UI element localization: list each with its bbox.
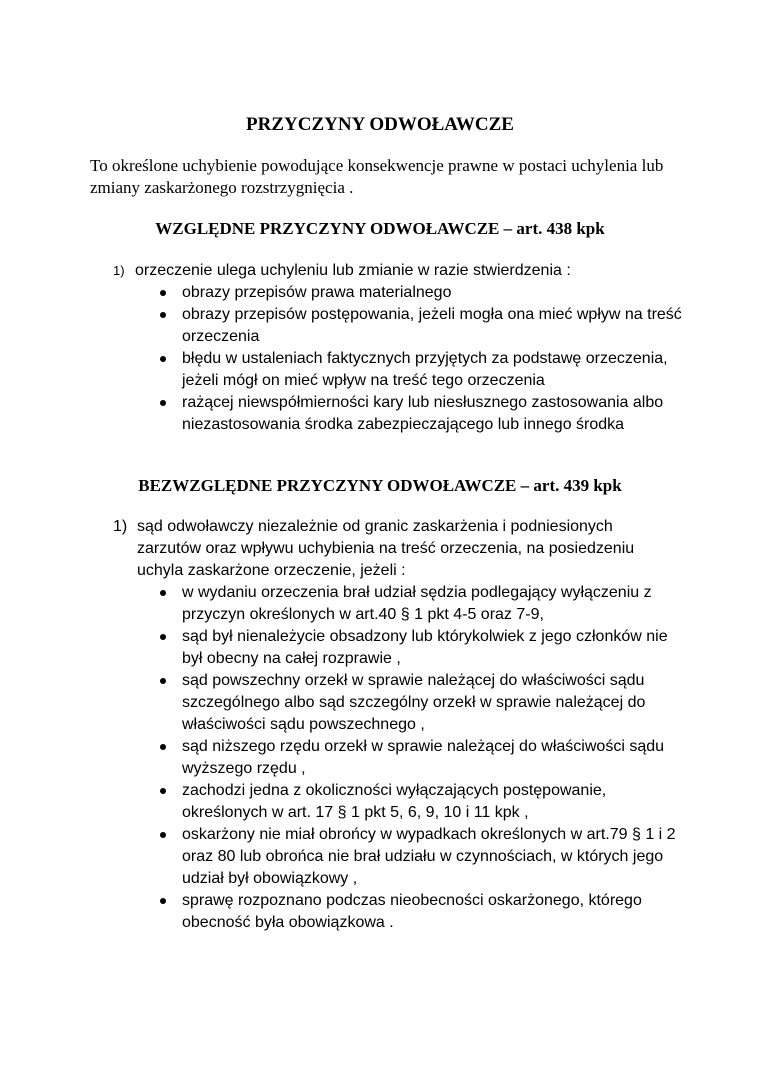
- bullet-icon: [160, 678, 166, 684]
- list-item-text: błędu w ustaleniach faktycznych przyjętych za podstawę orzeczenia, jeżeli mógł on mieć wpływ na treść tego orzeczenia: [182, 350, 668, 389]
- list-item-text: sąd był nienależycie obsadzony lub którykolwiek z jego członków nie był obecny na całej rozprawie ,: [182, 628, 668, 667]
- list-item: [160, 282, 690, 304]
- list-item: [160, 736, 690, 780]
- list-item-text: sąd powszechny orzekł w sprawie należącej do właściwości sądu szczególnego albo sąd szczególny orzekł w sprawie należącej do właściwości sądu powszechnego ,: [182, 672, 646, 733]
- list-item-text: zachodzi jedna z okoliczności wyłączających postępowanie, określonych w art. 17 § 1 pkt 5, 6, 9, 10 i 11 kpk ,: [182, 782, 607, 821]
- list-item-text: oskarżony nie miał obrońcy w wypadkach określonych w art.79 § 1 i 2 oraz 80 lub obrońca nie brał udziału w czynnościach, w których jego udział był obowiązkowy ,: [182, 826, 676, 887]
- list-item: [160, 582, 690, 626]
- bullet-list-absolute: [160, 582, 690, 934]
- bullet-icon: [160, 634, 166, 640]
- bullet-icon: [160, 290, 166, 296]
- list-item-text: obrazy przepisów prawa materialnego: [182, 284, 452, 301]
- page-title: PRZYCZYNY ODWOŁAWCZE: [246, 114, 514, 135]
- list-item-text: w wydaniu orzeczenia brał udział sędzia podlegający wyłączeniu z przyczyn określonych w art.40 § 1 pkt 4-5 oraz 7-9,: [182, 584, 652, 623]
- bullet-list-relative: [160, 282, 690, 436]
- list-item: [160, 348, 690, 392]
- numbered-item-text: orzeczenie ulega uchyleniu lub zmianie w razie stwierdzenia :: [135, 262, 571, 279]
- bullet-icon: [160, 898, 166, 904]
- bullet-icon: [160, 788, 166, 794]
- list-number: 1): [113, 518, 128, 535]
- list-item: [160, 780, 690, 824]
- list-item: [160, 304, 690, 348]
- list-item: [160, 890, 690, 934]
- list-item-text: sąd niższego rzędu orzekł w sprawie należącej do właściwości sądu wyższego rzędu ,: [182, 738, 665, 777]
- list-item-text: sprawę rozpoznano podczas nieobecności oskarżonego, którego obecność była obowiązkowa .: [182, 892, 642, 931]
- list-item: [160, 824, 690, 890]
- bullet-icon: [160, 744, 166, 750]
- section-heading-absolute: BEZWZGLĘDNE PRZYCZYNY ODWOŁAWCZE – art. 439 kpk: [138, 476, 622, 495]
- section-heading-relative: WZGLĘDNE PRZYCZYNY ODWOŁAWCZE – art. 438 kpk: [155, 219, 605, 238]
- bullet-icon: [160, 400, 166, 406]
- list-item-text: rażącej niewspółmierności kary lub niesłusznego zastosowania albo niezastosowania środka zabezpieczającego lub innego środka: [182, 394, 664, 433]
- numbered-item-text: sąd odwoławczy niezależnie od granic zaskarżenia i podniesionych zarzutów oraz wpływu uchybienia na treść orzeczenia, na posiedzeniu uchyla zaskarżone orzeczenie, jeżeli :: [137, 518, 635, 579]
- list-item: [160, 392, 690, 436]
- list-item: [160, 670, 690, 736]
- bullet-icon: [160, 356, 166, 362]
- list-item: [160, 626, 690, 670]
- bullet-icon: [160, 590, 166, 596]
- list-item-text: obrazy przepisów postępowania, jeżeli mogła ona mieć wpływ na treść orzeczenia: [182, 306, 682, 345]
- intro-paragraph: To określone uchybienie powodujące konsekwencje prawne w postaci uchylenia lub zmiany zaskarżonego rozstrzygnięcia .: [90, 156, 664, 197]
- bullet-icon: [160, 312, 166, 318]
- bullet-icon: [160, 832, 166, 838]
- list-number: 1): [113, 263, 125, 278]
